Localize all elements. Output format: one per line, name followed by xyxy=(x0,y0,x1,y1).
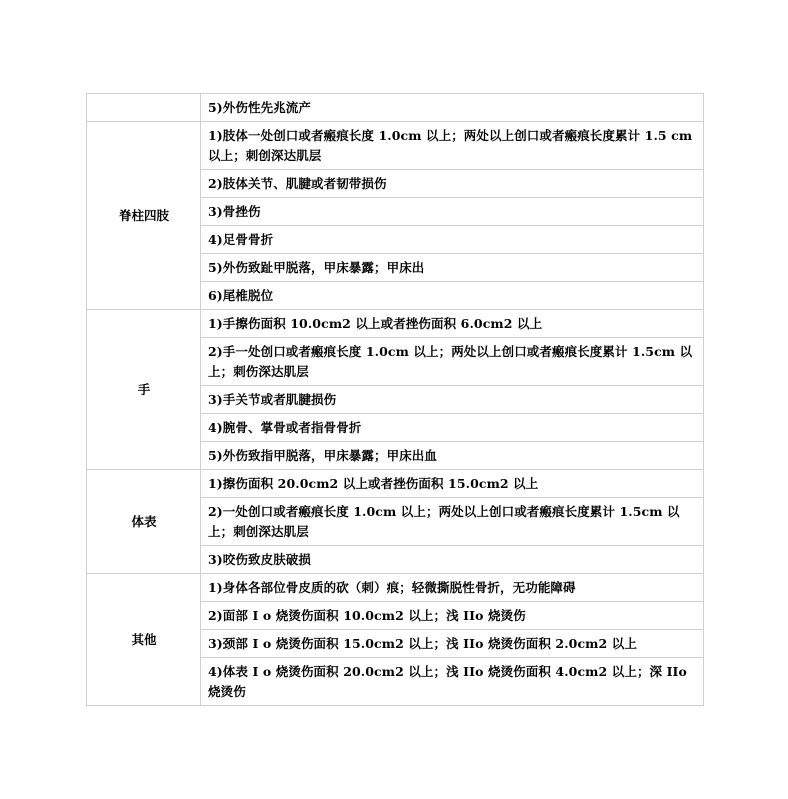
criteria-item: 1)身体各部位骨皮质的砍（刺）痕；轻微撕脱性骨折，无功能障碍 xyxy=(201,574,704,602)
criteria-item: 2)手一处创口或者瘢痕长度 1.0cm 以上；两处以上创口或者瘢痕长度累计 1.5cm 以上；刺伤深达肌层 xyxy=(201,338,704,386)
criteria-item: 5)外伤致趾甲脱落，甲床暴露；甲床出 xyxy=(201,254,704,282)
criteria-item: 1)擦伤面积 20.0cm2 以上或者挫伤面积 15.0cm2 以上 xyxy=(201,470,704,498)
criteria-item: 1)肢体一处创口或者瘢痕长度 1.0cm 以上；两处以上创口或者瘢痕长度累计 1.5 cm 以上；刺创深达肌层 xyxy=(201,122,704,170)
criteria-item: 1)手擦伤面积 10.0cm2 以上或者挫伤面积 6.0cm2 以上 xyxy=(201,310,704,338)
criteria-item: 4)体表 I o 烧烫伤面积 20.0cm2 以上；浅 IIo 烧烫伤面积 4.0cm2 以上；深 IIo 烧烫伤 xyxy=(201,658,704,706)
category-cell-spine-limbs: 脊柱四肢 xyxy=(87,122,201,310)
criteria-item: 2)面部 I o 烧烫伤面积 10.0cm2 以上；浅 IIo 烧烫伤 xyxy=(201,602,704,630)
table-row xyxy=(87,470,704,498)
category-cell-empty xyxy=(87,94,201,122)
criteria-item: 3)骨挫伤 xyxy=(201,198,704,226)
criteria-item: 2)一处创口或者瘢痕长度 1.0cm 以上；两处以上创口或者瘢痕长度累计 1.5cm 以上；刺创深达肌层 xyxy=(201,498,704,546)
category-cell-hand: 手 xyxy=(87,310,201,470)
criteria-item: 3)颈部 I o 烧烫伤面积 15.0cm2 以上；浅 IIo 烧烫伤面积 2.0cm2 以上 xyxy=(201,630,704,658)
criteria-item: 3)咬伤致皮肤破损 xyxy=(201,546,704,574)
injury-criteria-table xyxy=(86,93,704,706)
criteria-item: 5)外伤性先兆流产 xyxy=(201,94,704,122)
table-row xyxy=(87,94,704,122)
table-row xyxy=(87,122,704,170)
criteria-item: 4)腕骨、掌骨或者指骨骨折 xyxy=(201,414,704,442)
criteria-item: 3)手关节或者肌腱损伤 xyxy=(201,386,704,414)
table-row xyxy=(87,574,704,602)
criteria-item: 5)外伤致指甲脱落，甲床暴露；甲床出血 xyxy=(201,442,704,470)
criteria-item: 6)尾椎脱位 xyxy=(201,282,704,310)
category-cell-body-surface: 体表 xyxy=(87,470,201,574)
criteria-item: 2)肢体关节、肌腱或者韧带损伤 xyxy=(201,170,704,198)
criteria-item: 4)足骨骨折 xyxy=(201,226,704,254)
table-row xyxy=(87,310,704,338)
category-cell-other: 其他 xyxy=(87,574,201,706)
